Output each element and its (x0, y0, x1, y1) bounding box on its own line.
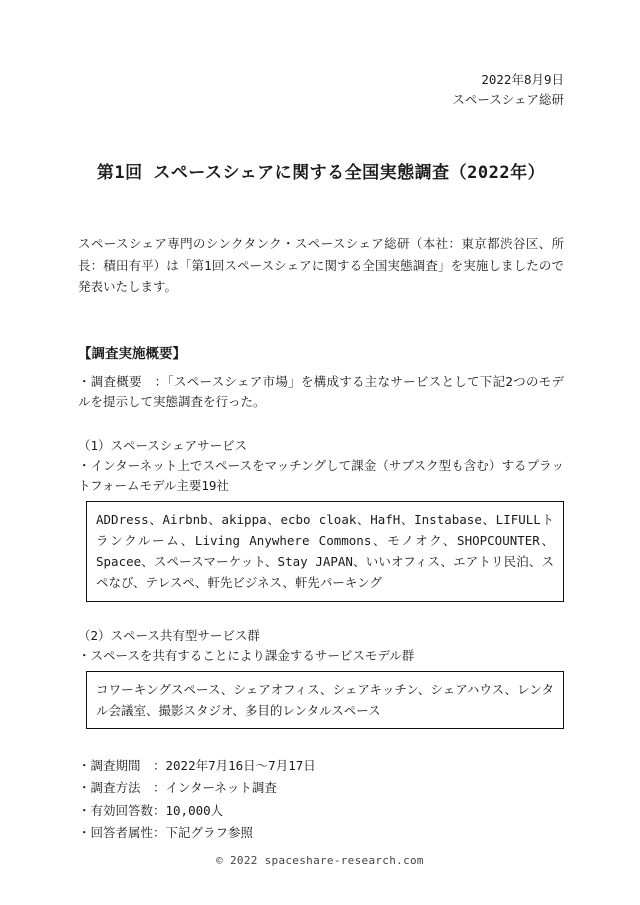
document-date: 2022年8月9日 (481, 72, 564, 87)
model1-service-list-box: ADDress、Airbnb、akippa、ecbo cloak、HafH、Instabase、LIFULLトランクルーム、Living Anywhere Commons、モノオク、SHOPCOUNTER、Spacee、スペースマーケット、Stay JAPAN、いいオフィス、エアトリ民泊、スペなび、テレスペ、軒先ビジネス、軒先パーキング (86, 501, 564, 602)
model2-label: （2）スペース共有型サービス群 (78, 627, 260, 643)
model2-service-list-box: コワーキングスペース、シェアオフィス、シェアキッチン、シェアハウス、レンタル会議室、撮影スタジオ、多目的レンタルスペース (86, 671, 564, 730)
survey-overview-text: ・調査概要 ：「スペースシェア市場」を構成する主なサービスとして下記2つのモデルを提示して実態調査を行った。 (78, 373, 564, 409)
detail-responses: ・有効回答数：10,000人 (78, 802, 224, 818)
detail-respondent-attributes: ・回答者属性：下記グラフ参照 (78, 824, 254, 840)
survey-details-list (78, 755, 564, 844)
model2-description: ・スペースを共有することにより課金するサービスモデル群 (78, 647, 415, 663)
model1-description: ・インターネット上でスペースをマッチングして課金（サブスク型も含む）するプラットフォームモデル主要19社 (78, 457, 564, 493)
document-title: 第1回 スペースシェアに関する全国実態調査（2022年） (96, 163, 546, 183)
model1-label: （1）スペースシェアサービス (78, 437, 248, 453)
detail-period: ・調査期間 ：2022年7月16日〜7月17日 (78, 758, 316, 773)
document-org: スペースシェア総研 (452, 92, 564, 107)
footer-copyright: © 2022 spaceshare-research.com (216, 854, 424, 867)
intro-paragraph: スペースシェア専門のシンクタンク・スペースシェア総研（本社：東京都渋谷区、所長：積田有平）は「第1回スペースシェアに関する全国実態調査」を実施しましたので発表いたします。 (78, 236, 564, 294)
detail-method: ・調査方法 ：インターネット調査 (78, 780, 277, 796)
document-meta (78, 70, 564, 110)
survey-overview-heading: 【調査実施概要】 (78, 345, 186, 362)
